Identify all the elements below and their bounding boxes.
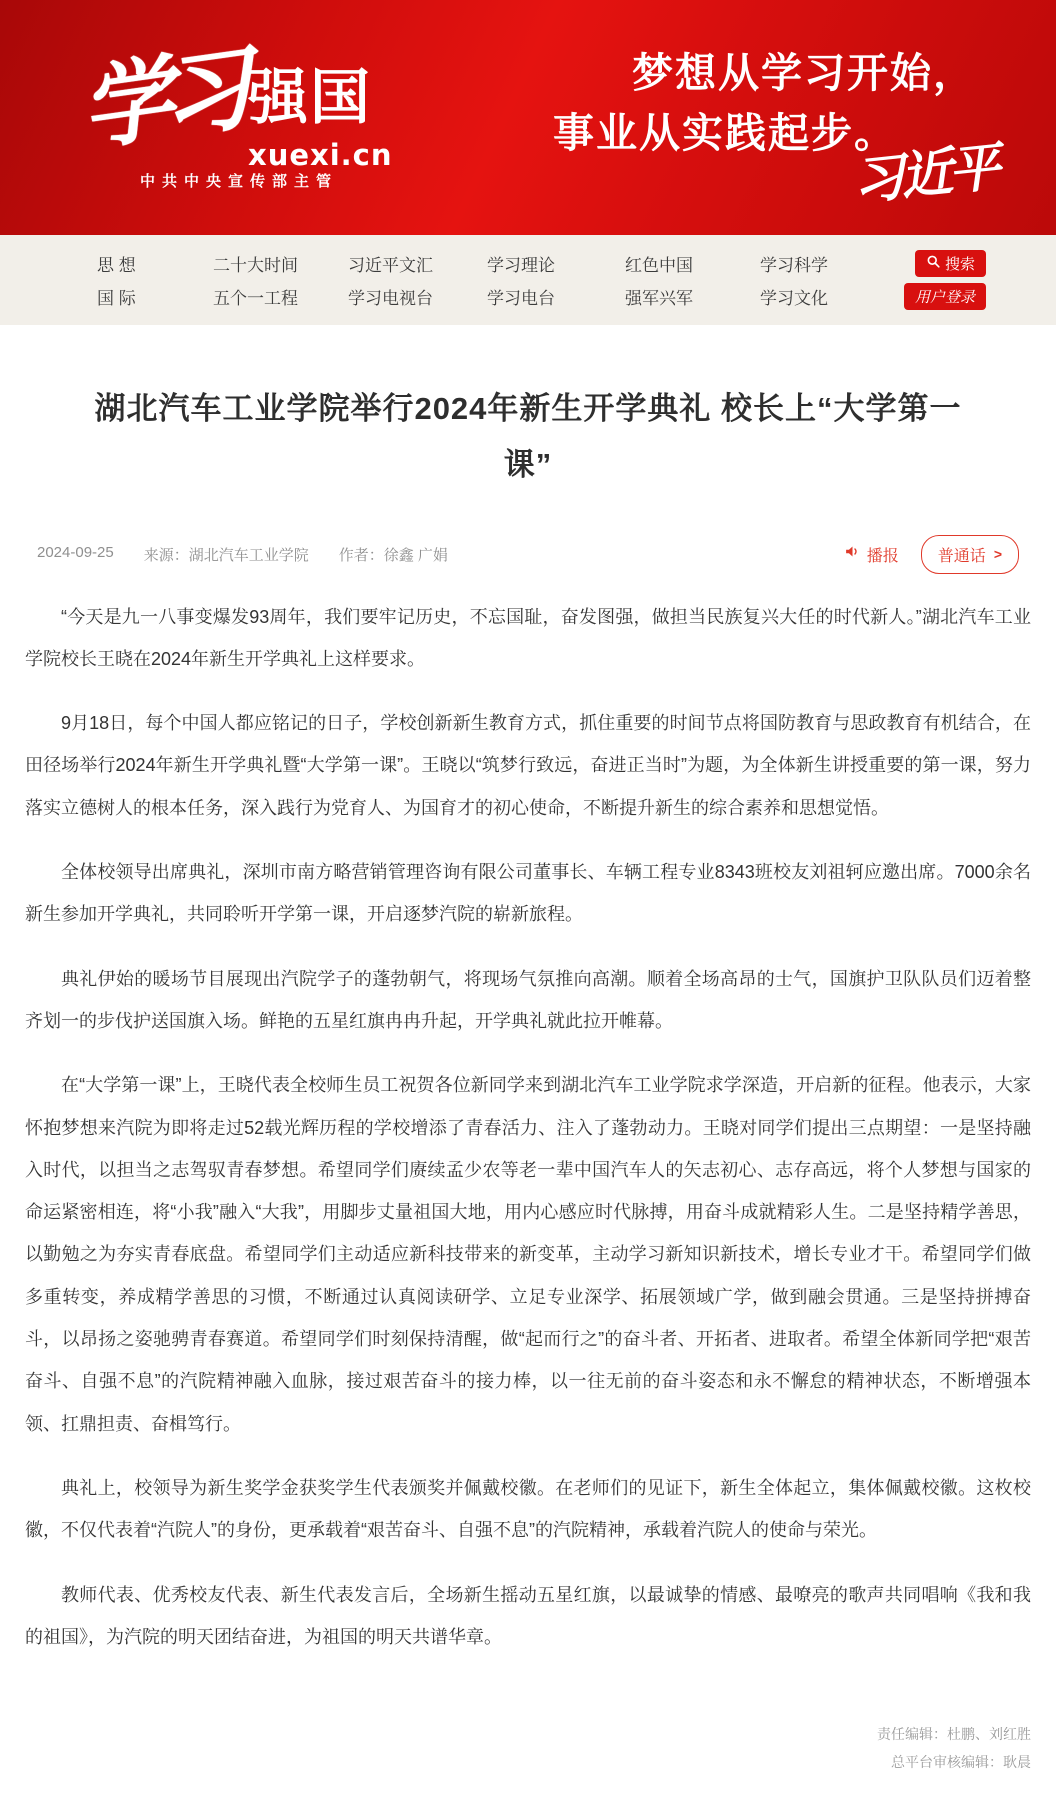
nav-item-qiangjun-xingjun[interactable]: 强军兴军 bbox=[625, 289, 693, 308]
nav-item-ershida-shijian[interactable]: 二十大时间 bbox=[213, 256, 298, 275]
slogan-line-1: 梦想从学习开始， bbox=[632, 49, 976, 97]
broadcast-label: 播报 bbox=[866, 547, 899, 565]
mandarin-label: 普通话 bbox=[937, 547, 986, 565]
nav-item-xjp-wenhui[interactable]: 习近平文汇 bbox=[348, 256, 433, 275]
paragraph: 典礼伊始的暖场节目展现出汽院学子的蓬勃朝气，将现场气氛推向高潮。顺着全场高昂的士气，国旗护卫队队员们迈着整齐划一的步伐护送国旗入场。鲜艳的五星红旗冉冉升起，开学典礼就此拉开帷幕。 bbox=[25, 968, 1031, 1031]
site-header bbox=[0, 0, 1056, 235]
article-title: 湖北汽车工业学院举行2024年新生开学典礼 校长上“大学第一课” bbox=[94, 391, 962, 482]
paragraph: “今天是九一八事变爆发93周年，我们要牢记历史，不忘国耻，奋发图强，做担当民族复兴大任的时代新人。”湖北汽车工业学院校长王晓在2024年新生开学典礼上这样要求。 bbox=[25, 606, 1031, 669]
platform-review-editor-line: 总平台审核编辑：耿晨 bbox=[891, 1754, 1031, 1771]
search-button[interactable] bbox=[915, 250, 986, 277]
nav-item-xuexi-wenhua[interactable]: 学习文化 bbox=[760, 289, 828, 308]
responsible-editor-line: 责任编辑：杜鹏、刘红胜 bbox=[877, 1726, 1031, 1743]
site-logo[interactable] bbox=[74, 18, 410, 190]
search-icon bbox=[926, 254, 941, 273]
publish-date: 2024-09-25 bbox=[37, 543, 114, 561]
article-tools bbox=[844, 535, 1019, 574]
article-author: 作者：徐鑫 广娟 bbox=[338, 546, 448, 564]
paragraph: 全体校领导出席典礼，深圳市南方略营销管理咨询有限公司董事长、车辆工程专业8343班校友刘祖轲应邀出席。7000余名新生参加开学典礼，共同聆听开学第一课，开启逐梦汽院的崭新旅程。 bbox=[25, 862, 1031, 925]
nav-item-xuexi-kexue[interactable]: 学习科学 bbox=[760, 256, 828, 275]
main-nav bbox=[0, 235, 1056, 325]
nav-item-xuexi-lilun[interactable]: 学习理论 bbox=[487, 256, 555, 275]
nav-item-sixiang[interactable]: 思 想 bbox=[97, 256, 136, 275]
nav-item-xuexi-diantai[interactable]: 学习电台 bbox=[487, 289, 555, 308]
logo-qiangguo-text: 强国 bbox=[248, 64, 372, 131]
paragraph: 典礼上，校领导为新生奖学金获奖学生代表颁奖并佩戴校徽。在老师们的见证下，新生全体起立，集体佩戴校徽。这枚校徽，不仅代表着“汽院人”的身份，更承载着“艰苦奋斗、自强不息”的汽院精神，承载着汽院人的使命与荣光。 bbox=[25, 1477, 1031, 1541]
search-button-label: 搜索 bbox=[944, 256, 975, 273]
nav-item-hongse-zhongguo[interactable]: 红色中国 bbox=[625, 256, 693, 275]
article-source: 来源：湖北汽车工业学院 bbox=[143, 546, 309, 564]
user-login-label: 用户登录 bbox=[914, 289, 975, 306]
slogan-line-2: 事业从实践起步。 bbox=[553, 109, 897, 157]
speaker-icon bbox=[844, 543, 861, 565]
article-container bbox=[0, 381, 1056, 1658]
article-meta-row bbox=[25, 535, 1031, 574]
paragraph: 教师代表、优秀校友代表、新生代表发言后，全场新生摇动五星红旗，以最诚挚的情感、最嘹亮的歌声共同唱响《我和我的祖国》，为汽院的明天团结奋进，为祖国的明天共谱华章。 bbox=[25, 1584, 1031, 1647]
logo-domain-text: xuexi.cn bbox=[248, 138, 393, 172]
user-login-button[interactable] bbox=[904, 283, 986, 310]
nav-item-guoji[interactable]: 国 际 bbox=[97, 289, 136, 308]
article-body bbox=[25, 596, 1031, 1659]
xi-jinping-signature: 习近平 bbox=[849, 136, 1000, 213]
mandarin-button[interactable] bbox=[921, 535, 1019, 574]
nav-item-xuexi-dianshitai[interactable]: 学习电视台 bbox=[348, 289, 433, 308]
article-footer bbox=[0, 1680, 1056, 1806]
broadcast-button[interactable] bbox=[844, 543, 899, 566]
logo-row bbox=[74, 18, 410, 172]
logo-xuexi-calligraphy: 学习 bbox=[74, 34, 248, 164]
nav-item-wugeyi-gongcheng[interactable]: 五个一工程 bbox=[213, 289, 298, 308]
chevron-right-icon: > bbox=[993, 546, 1002, 563]
paragraph: 9月18日，每个中国人都应铭记的日子，学校创新新生教育方式，抓住重要的时间节点将国防教育与思政教育有机结合，在田径场举行2024年新生开学典礼暨“大学第一课”。王晓以“筑梦行致远，奋进正当时”为题，为全体新生讲授重要的第一课，努力落实立德树人的根本任务，深入践行为党育人、为国育才的初心使命，不断提升新生的综合素养和思想觉悟。 bbox=[25, 713, 1031, 818]
article-meta bbox=[37, 544, 448, 565]
logo-subtitle: 中共中央宣传部主管 bbox=[140, 173, 339, 190]
paragraph: 在“大学第一课”上，王晓代表全校师生员工祝贺各位新同学来到湖北汽车工业学院求学深造，开启新的征程。他表示，大家怀抱梦想来汽院为即将走过52载光辉历程的学校增添了青春活力、注入了蓬勃动力。王晓对同学们提出三点期望：一是坚持融入时代，以担当之志驾驭青春梦想。希望同学们赓续孟少农等老一辈中国汽车人的矢志初心、志存高远，将个人梦想与国家的命运紧密相连，将“小我”融入“大我”，用脚步丈量祖国大地，用内心感应时代脉搏，用奋斗成就精彩人生。二是坚持精学善思，以勤勉之为夯实青春底盘。希望同学们主动适应新科技带来的新变革，主动学习新知识新技术，增长专业才干。希望同学们做多重转变，养成精学善思的习惯，不断通过认真阅读研学、立足专业深学、拓展领域广学，做到融会贯通。三是坚持拼搏奋斗，以昂扬之姿驰骋青春赛道。希望同学们时刻保持清醒，做“起而行之”的奋斗者、开拓者、进取者。希望全体新同学把“艰苦奋斗、自强不息”的汽院精神融入血脉，接过艰苦奋斗的接力棒，以一往无前的奋斗姿态和永不懈怠的精神状态，不断增强本领、扛鼎担责、奋楫笃行。 bbox=[25, 1075, 1031, 1434]
logo-right-block bbox=[248, 50, 393, 172]
